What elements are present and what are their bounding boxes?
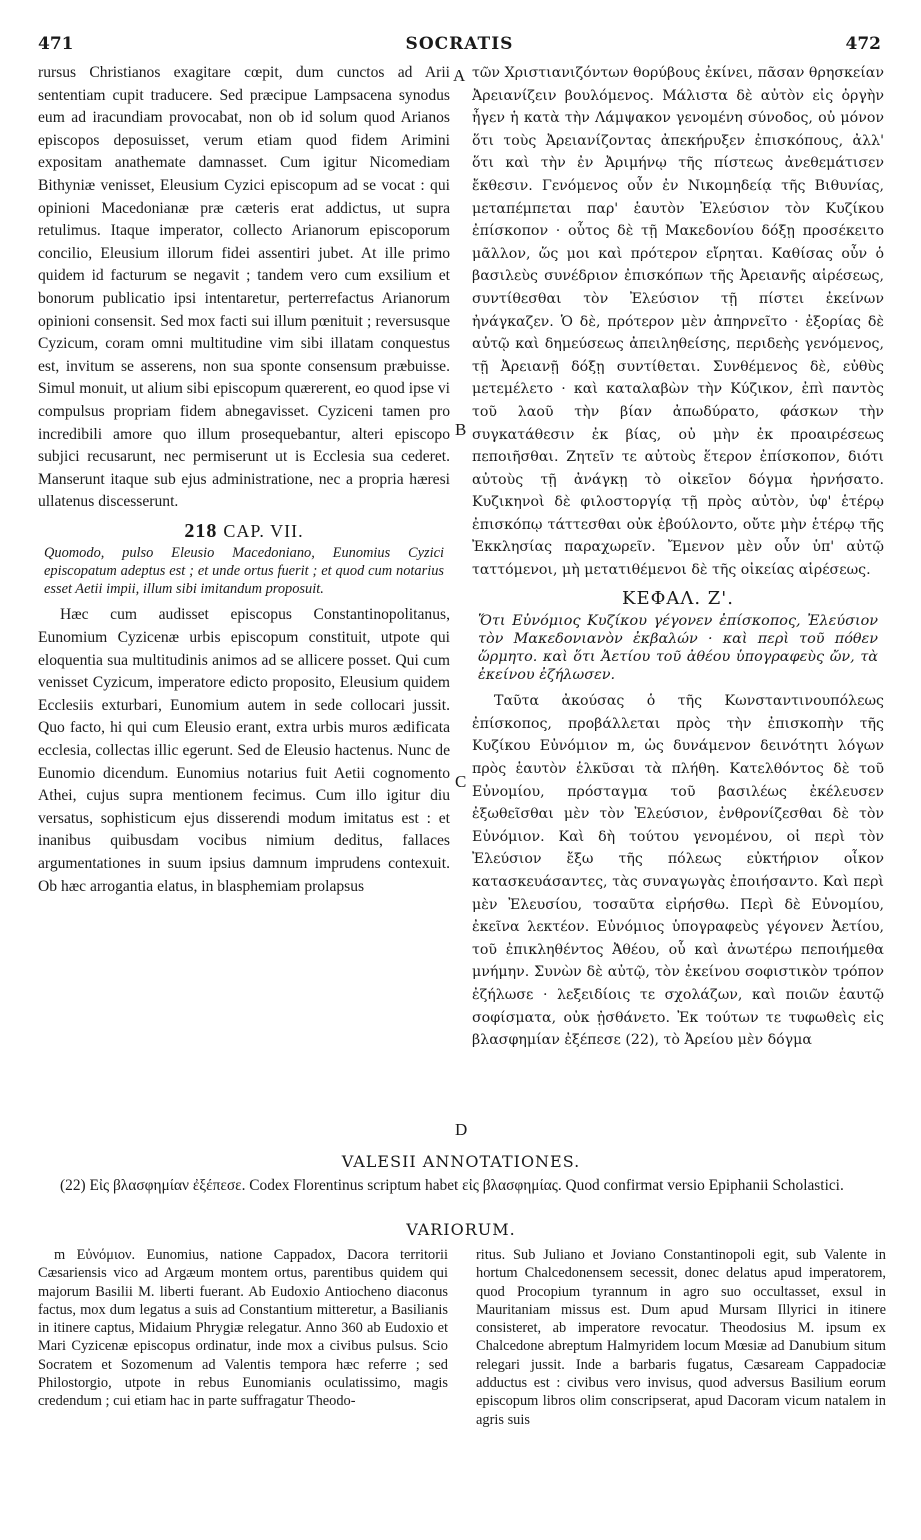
variorum-right-column: [476, 1246, 886, 1429]
latin-column: [38, 62, 450, 898]
greek-column: [472, 62, 884, 1052]
margin-letter-a: A: [453, 66, 466, 85]
greek-paragraph-1: τῶν Χριστιανιζόντων θορύβους ἐκίνει, πᾶσαν θρησκείαν Ἀρειανίζειν βουλόμενος. Μάλιστα δὲ αὐτὸν εἰς ὀργὴν ἦγεν ἡ κατὰ τὴν Λάμψακον γενομένη σύνοδος, οὐ μόνον ὅτι τοὺς Ἀρειανίζοντας ἀπεκήρυξεν ἐπισκόπους, ἀλλ' ὅτι καὶ τὴν ἐν Ἀριμήνῳ τῆς πίστεως ἀνεθεμάτισεν ἔκθεσιν. Γενόμενος οὖν ἐν Νικομηδείᾳ τῆς Βιθυνίας, μεταπέμπεται παρ' ἑαυτὸν Ἐλεύσιον τὸν Κυζίκου ἐπίσκοπον · οὗτος δὲ τῇ Μακεδονίου δόξῃ προσέκειτο μᾶλλον, ὥς μοι καὶ πρότερον εἴρηται. Καθίσας οὖν ὁ βασιλεὺς συνέδριον ἐπισκόπων τῆς Ἀρειανῆς αἱρέσεως, συντίθεσθαι τὸν Ἐλεύσιον τῇ πίστει ἐκείνων ἠνάγκαζεν. Ὁ δὲ, πρότερον μὲν ἀπηρνεῖτο · ἐξορίας δὲ αὐτῷ καὶ δημεύσεως ἀπειληθείσης, περιδεὴς γενόμενος, τῇ Ἀρειανῇ δόξῃ συντίθεται. Συνθέμενος δὲ, εὐθὺς μετεμέλετο · καὶ καταλαβὼν τὴν Κύζικον, ἐπὶ παντὸς τοῦ λαοῦ τὴν βίαν ἀπωδύρατο, φάσκων τὴν συγκατάθεσιν ἐκ βίας, οὐ μὴν ἐκ προαιρέσεως πεποιῆσθαι. Ζητεῖν τε αὐτοὺς ἕτερον ἐπίσκοπον, διότι αὐτοὺς τῇ ἀνάγκῃ τὸ οἰκεῖον δόγμα ἠρνήσατο. Κυζικηνοὶ δὲ φιλοστοργίᾳ τῇ πρὸς αὐτὸν, ὑφ' ἑτέρῳ ἐπισκόπῳ τάττεσθαι οὐκ ἐβούλοντο, οὔτε μὴν ἑτέρῳ τῆς Ἐκκλησίας παραχωρεῖν. Ἔμενον μὲν οὖν ὑπ' αὐτῷ ταττόμενοι, μὴ μετατιθέμενοι δὲ τῆς οἰκείας αἱρέσεως.: [472, 65, 884, 579]
greek-chapter-summary: Ὅτι Εὐνόμιος Κυζίκου γέγονεν ἐπίσκοπος, Ἐλεύσιον τὸν Μακεδονιανὸν ἐκβαλών · καὶ περὶ τοῦ πόθεν ὥρμητο. καὶ ὅτι Ἀετίου τοῦ ἀθέου ὑπογραφεὺς ὤν, τὰ ἐκείνου ἐζήλωσεν.: [478, 613, 878, 684]
margin-letter-b: B: [455, 420, 467, 439]
greek-chapter-heading: ΚΕΦΑΛ. Ζ'.: [622, 587, 734, 609]
running-title: SOCRATIS: [405, 34, 514, 54]
page-number-right: 472: [845, 34, 881, 54]
latin-paragraph-1: rursus Christianos exagitare cœpit, dum cunctos ad Arii sententiam cupit traducere. Sed præcipue Lampsacena synodus eum ad iracundiam provocabat, non ob id solum quod Arianos episcopos deposuisset, verum etiam quod fidem Arimini expositam anathemate damnasset. Cum igitur Nicomediam Bithyniæ venisset, Eleusium Cyzici episcopum ad se vocat : qui opinioni Macedonianæ præ cæteris erat addictus, ut supra retulimus. Itaque imperator, collecto Arianorum episcoporum concilio, Eleusium illorum fidei assentiri jubet. At ille primo quidem id facturum se negavit ; tandem vero cum exsilium et bonorum publicatio ipsi intentaretur, perterrefactus Arianorum opinioni consensit. Sed mox facti sui illum pœnituit ; reversusque Cyzicum, coram omni multitudine vim sibi illatam conquestus est, invitum se asserens, non sua sponte consensum præbuisse. Simul monuit, ut alium sibi episcopum quærerent, eo quod ipse vi compulsus propriam fidem abnegavisset. Cyziceni tamen pro incredibili amore quo illum prosequebantur, alteri episcopo subjici recusarunt, nec permiserunt ut is Ecclesia sua cederet. Manserunt itaque sub ejus administratione, nec a propria hæresi ullatenus discesserunt.: [38, 64, 450, 511]
variorum-heading: VARIORUM.: [406, 1220, 516, 1239]
valesii-heading: VALESII ANNOTATIONES.: [341, 1152, 581, 1171]
chapter-number: 218: [184, 519, 218, 542]
latin-chapter-title: CAP. VII.: [223, 520, 304, 541]
valesii-notes: [38, 1176, 884, 1196]
margin-letter-d: D: [455, 1120, 468, 1139]
latin-paragraph-2: Hæc cum audisset episcopus Constantinopolitanus, Eunomium Cyzicenæ urbis episcopum constituit, utpote qui eloquentia sua multitudinis animos ad se allicere posset. Qui cum venisset Cyzicum, imperatore edicto proposito, Eleusium quidem Ecclesiis exturbari, Eunomium autem in sede collocari jussit. Quo facto, hi qui cum Eleusio erant, extra urbis muros ædificata ecclesia, collectas illic egerunt. Sed de Eleusio hactenus. Nunc de Eunomio dicendum. Eunomius notarius fuit Aetii cognomento Athei, cujus supra mentionem fecimus. Cum illo igitur diu versatus, sophisticum ejus disserendi modum imitatus est : et inanibus quibusdam vocibus nimium deditus, fallaces argumentationes in suum ipsius damnum imprudens contexuit. Ob hæc arrogantia elatus, in blasphemiam prolapsus: [38, 606, 450, 895]
latin-chapter-summary: Quomodo, pulso Eleusio Macedoniano, Eunomius Cyzici episcopatum adeptus est ; et unde ortus fuerit ; et quod cum notarius esset Aetii impii, illum sibi imitandum proposuit.: [44, 545, 444, 598]
greek-paragraph-2: Ταῦτα ἀκούσας ὁ τῆς Κωνσταντινουπόλεως ἐπίσκοπος, προβάλλεται πρὸς τὴν ἐπισκοπὴν τῆς Κυζίκου Εὐνόμιον m, ὡς δυνάμενον δεινότητι λόγων πρὸς ἑαυτὸν ἑλκῦσαι τὰ πλήθη. Κατελθόντος δὲ τοῦ Εὐνομίου, πρόσταγμα τοῦ βασιλέως ἐκέλευσεν ἐξωθεῖσθαι μὲν τὸν Ἐλεύσιον, ἐνθρονίζεσθαι δὲ τὸν Εὐνόμιον. Καὶ δὴ τούτου γενομένου, οἱ περὶ τὸν Ἐλεύσιον ἔξω τῆς πόλεως εὐκτήριον οἶκον κατασκευάσαντες, τὰς συναγωγὰς ἐποιήσαντο. Καὶ περὶ μὲν Ἐλευσίου, τοσαῦτα εἰρήσθω. Περὶ δὲ Εὐνομίου, ἐκεῖνα λεκτέον. Εὐνόμιος ὑπογραφεὺς γέγονεν Ἀετίου, τοῦ ἐπικληθέντος Ἀθέου, οὗ καὶ ἀνωτέρω πεποιήμεθα μνήμην. Συνὼν δὲ αὐτῷ, τὸν ἐκείνου σοφιστικὸν τρόπον ἐζήλωσε · λεξειδίοις τε σχολάζων, καὶ ποιῶν ἑαυτῷ σοφίσματα, οὐκ ᾐσθάνετο. Ἐκ τούτων τε τυφωθεὶς εἰς βλασφημίαν ἐξέπεσε (22), τὸ Ἀρείου μὲν δόγμα: [472, 693, 884, 1049]
margin-letter-c: C: [455, 772, 467, 791]
running-header: [38, 34, 881, 60]
valesii-note-22: (22) Εἰς βλασφημίαν ἐξέπεσε. Codex Florentinus scriptum habet εἰς βλασφημίας. Quod confirmat versio Epiphanii Scholastici.: [60, 1177, 844, 1194]
latin-chapter-heading: [38, 520, 450, 543]
variorum-note-m: m Εὐνόμιον. Eunomius, natione Cappadox, Dacora territorii Cæsariensis vico ad Argæum montem ortus, parentibus quidem qui majorum Basilii M. liberti fuerant. Ab Eudoxio Antiocheno diaconus factus, mox dum legatus a suis ad Constantium mitteretur, a Basilianis in itinere captus, Midaium Phrygiæ relegatur. Anno 360 ab Eudoxio et Mari Cyzicenæ episcopus ordinatur, inde mox a civibus pulsus. Scio Socratem et Sozomenum ad Valentis tempora hæc referre ; sed Philostorgio, utpote in rebus Eunomianis oculatissimo, magis credendum ; cui etiam hac in parte suffragatur Theodo-: [38, 1247, 448, 1410]
page-number-left: 471: [38, 34, 74, 54]
variorum-note-continued: ritus. Sub Juliano et Joviano Constantinopoli egit, sub Valente in hortum Chalcedonensem secessit, donec delatus apud imperatorem, quod Procopium tyrannum in agro suo occultasset, exsul in Mauritaniam missus est. Dum apud Mursam Illyrici in itinere consisteret, ab imperatore revocatur. Theodosius M. ipsum ex Chalcedone abreptum Halmyridem locum Mœsiæ ad Danubium situm relegari jussit. Inde a barbaris fugatus, Cæsaream Cappadociæ adductus est : civibus vero invisus, quod adversus Basilium eorum episcopum libros olim conscripserat, apud Dacoram vicum natalem in agris suis: [476, 1247, 886, 1428]
variorum-left-column: [38, 1246, 448, 1411]
